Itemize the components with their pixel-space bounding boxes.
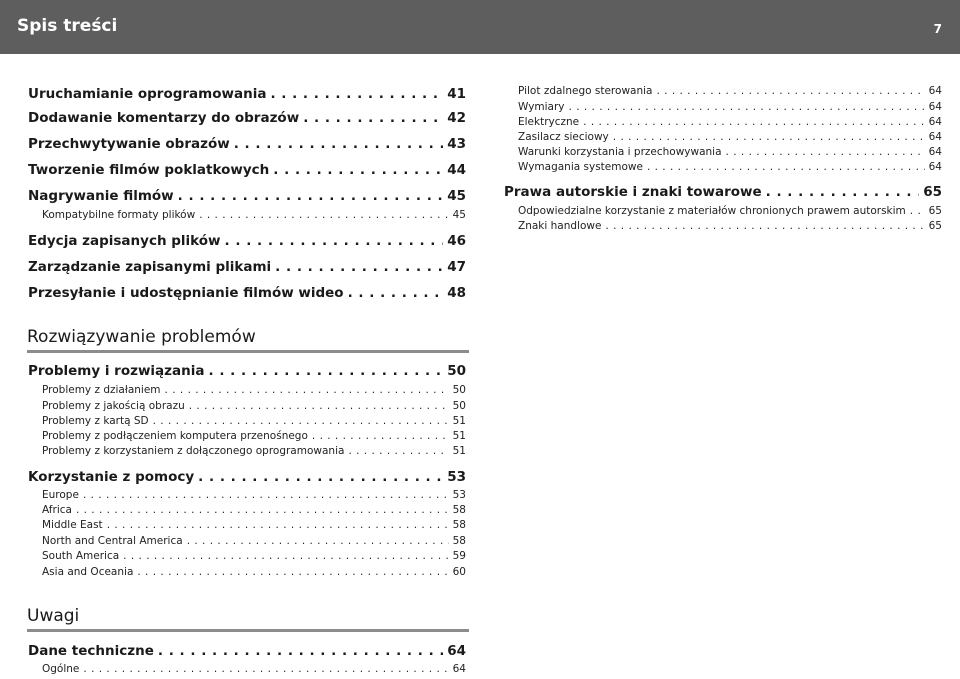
toc-label: Problemy z korzystaniem z dołączonego oprogramowania [42, 445, 345, 457]
toc-leader-dots [910, 205, 925, 217]
toc-subentry[interactable] [42, 519, 466, 533]
toc-leader-dots [225, 233, 444, 249]
toc-leader-dots [605, 220, 924, 232]
toc-page-number: 64 [928, 131, 942, 143]
toc-page-number: 65 [928, 205, 942, 217]
toc-label: Korzystanie z pomocy [28, 469, 195, 485]
toc-label: Kompatybilne formaty plików [42, 209, 196, 221]
section-title-notes: Uwagi [27, 606, 469, 632]
toc-leader-dots [198, 469, 443, 485]
toc-leader-dots [647, 161, 925, 173]
toc-label: Africa [42, 504, 72, 516]
toc-page-number: 51 [452, 415, 466, 427]
toc-page-number: 45 [452, 209, 466, 221]
toc-leader-dots [153, 415, 449, 427]
toc-leader-dots [199, 209, 448, 221]
toc-label: Middle East [42, 519, 103, 531]
toc-page-number: 44 [447, 162, 466, 178]
toc-leader-dots [312, 430, 449, 442]
toc-leader-dots [137, 566, 448, 578]
toc-entry[interactable] [28, 285, 466, 303]
toc-label: Warunki korzystania i przechowywania [518, 146, 722, 158]
toc-leader-dots [583, 116, 924, 128]
toc-label: Dodawanie komentarzy do obrazów [28, 110, 300, 126]
toc-label: Tworzenie filmów poklatkowych [28, 162, 270, 178]
toc-label: Pilot zdalnego sterowania [518, 85, 653, 97]
toc-label: Ogólne [42, 663, 80, 675]
toc-subentry[interactable] [518, 146, 942, 160]
toc-page-number: 45 [447, 188, 466, 204]
toc-subentry[interactable] [518, 220, 942, 234]
toc-subentry[interactable] [518, 116, 942, 130]
toc-entry[interactable] [28, 110, 466, 128]
toc-page-number: 58 [452, 535, 466, 547]
toc-subentry[interactable] [518, 131, 942, 145]
toc-page-number: 53 [452, 489, 466, 501]
toc-leader-dots [178, 188, 444, 204]
toc-subentry[interactable] [518, 101, 942, 115]
toc-subentry[interactable] [42, 384, 466, 398]
toc-label: Wymagania systemowe [518, 161, 643, 173]
toc-leader-dots [123, 550, 448, 562]
toc-entry[interactable] [28, 259, 466, 277]
toc-entry[interactable] [28, 469, 466, 487]
page-number: 7 [933, 22, 942, 36]
toc-subentry[interactable] [42, 400, 466, 414]
toc-leader-dots [83, 489, 449, 501]
toc-page-number: 64 [452, 663, 466, 675]
toc-leader-dots [348, 285, 444, 301]
toc-label: Przesyłanie i udostępnianie filmów wideo [28, 285, 344, 301]
toc-entry[interactable] [28, 188, 466, 206]
toc-page-number: 65 [923, 184, 942, 200]
toc-page-number: 41 [447, 86, 466, 102]
toc-leader-dots [273, 162, 443, 178]
toc-page-number: 64 [928, 101, 942, 113]
toc-label: Odpowiedzialne korzystanie z materiałów chronionych prawem autorskim [518, 205, 906, 217]
toc-leader-dots [766, 184, 920, 200]
toc-page-number: 42 [447, 110, 466, 126]
toc-page-number: 51 [452, 445, 466, 457]
toc-page-number: 50 [452, 400, 466, 412]
toc-leader-dots [107, 519, 449, 531]
page-title: Spis treści [17, 16, 118, 36]
toc-entry[interactable] [28, 643, 466, 661]
toc-entry[interactable] [28, 136, 466, 154]
toc-subentry[interactable] [42, 209, 466, 223]
toc-label: Zarządzanie zapisanymi plikami [28, 259, 272, 275]
toc-label: Elektryczne [518, 116, 580, 128]
toc-leader-dots [189, 400, 449, 412]
toc-label: Problemy z kartą SD [42, 415, 149, 427]
toc-label: Znaki handlowe [518, 220, 602, 232]
toc-leader-dots [613, 131, 925, 143]
toc-subentry[interactable] [42, 550, 466, 564]
toc-leader-dots [348, 445, 448, 457]
toc-leader-dots [234, 136, 444, 152]
toc-page-number: 65 [928, 220, 942, 232]
toc-subentry[interactable] [42, 445, 466, 459]
toc-label: Wymiary [518, 101, 565, 113]
toc-leader-dots [165, 384, 449, 396]
toc-page-number: 64 [928, 161, 942, 173]
toc-leader-dots [569, 101, 925, 113]
toc-entry[interactable] [28, 233, 466, 251]
toc-label: North and Central America [42, 535, 183, 547]
toc-subentry[interactable] [518, 161, 942, 175]
toc-subentry[interactable] [42, 535, 466, 549]
page-header [0, 0, 960, 54]
toc-page-number: 58 [452, 504, 466, 516]
toc-subentry[interactable] [518, 85, 942, 99]
toc-subentry[interactable] [518, 205, 942, 219]
toc-label: Zasilacz sieciowy [518, 131, 609, 143]
toc-label: Dane techniczne [28, 643, 154, 659]
toc-label: South America [42, 550, 120, 562]
toc-page-number: 59 [452, 550, 466, 562]
toc-label: Prawa autorskie i znaki towarowe [504, 184, 762, 200]
toc-page-number: 60 [452, 566, 466, 578]
toc-subentry[interactable] [42, 663, 466, 677]
toc-page-number: 43 [447, 136, 466, 152]
toc-subentry[interactable] [42, 504, 466, 518]
toc-label: Problemy z podłączeniem komputera przenośnego [42, 430, 308, 442]
toc-label: Europe [42, 489, 79, 501]
toc-page-number: 64 [928, 85, 942, 97]
toc-label: Przechwytywanie obrazów [28, 136, 230, 152]
toc-label: Asia and Oceania [42, 566, 134, 578]
toc-subentry[interactable] [42, 566, 466, 580]
toc-page-number: 53 [447, 469, 466, 485]
toc-subentry[interactable] [42, 489, 466, 503]
toc-leader-dots [275, 259, 443, 275]
toc-leader-dots [270, 86, 443, 102]
toc-leader-dots [726, 146, 925, 158]
toc-entry[interactable] [28, 363, 466, 381]
toc-leader-dots [76, 504, 449, 516]
toc-entry[interactable] [504, 184, 942, 202]
toc-label: Uruchamianie oprogramowania [28, 86, 267, 102]
toc-page-number: 64 [447, 643, 466, 659]
toc-leader-dots [83, 663, 448, 675]
toc-leader-dots [208, 363, 443, 379]
toc-label: Nagrywanie filmów [28, 188, 174, 204]
toc-page-number: 64 [928, 116, 942, 128]
toc-leader-dots [187, 535, 449, 547]
toc-label: Edycja zapisanych plików [28, 233, 221, 249]
toc-leader-dots [656, 85, 924, 97]
toc-page-number: 50 [447, 363, 466, 379]
toc-entry[interactable] [28, 86, 466, 104]
toc-page-number: 50 [452, 384, 466, 396]
toc-page-number: 47 [447, 259, 466, 275]
toc-leader-dots [303, 110, 443, 126]
toc-label: Problemy z działaniem [42, 384, 161, 396]
toc-label: Problemy z jakością obrazu [42, 400, 185, 412]
toc-label: Problemy i rozwiązania [28, 363, 205, 379]
toc-page-number: 48 [447, 285, 466, 301]
toc-page-number: 64 [928, 146, 942, 158]
section-title-troubleshooting: Rozwiązywanie problemów [27, 327, 469, 353]
toc-page-number: 46 [447, 233, 466, 249]
toc-leader-dots [158, 643, 443, 659]
toc-page-number: 51 [452, 430, 466, 442]
toc-page-number: 58 [452, 519, 466, 531]
toc-entry[interactable] [28, 162, 466, 180]
toc-subentry[interactable] [42, 430, 466, 444]
toc-subentry[interactable] [42, 415, 466, 429]
